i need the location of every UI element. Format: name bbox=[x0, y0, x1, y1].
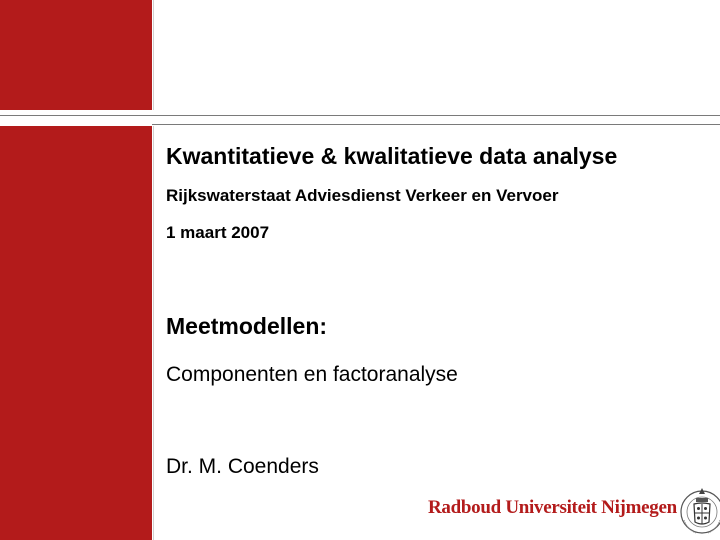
red-sidebar-bottom bbox=[0, 126, 152, 540]
divider-horizontal-bottom bbox=[152, 124, 720, 125]
divider-horizontal-top bbox=[0, 115, 720, 116]
author-name: Dr. M. Coenders bbox=[166, 455, 319, 478]
presentation-date: 1 maart 2007 bbox=[166, 223, 270, 242]
organization-name: Rijkswaterstaat Adviesdienst Verkeer en Vervoer bbox=[166, 186, 559, 205]
slide-title: Kwantitatieve & kwalitatieve data analyse bbox=[166, 143, 618, 169]
divider-vertical-bottom bbox=[153, 126, 154, 540]
university-logo-text: Radboud Universiteit Nijmegen bbox=[428, 497, 677, 518]
section-heading: Meetmodellen: bbox=[166, 313, 328, 339]
radboud-seal-icon bbox=[672, 478, 720, 540]
divider-vertical-top bbox=[153, 0, 154, 110]
red-sidebar-top bbox=[0, 0, 152, 110]
section-subheading: Componenten en factoranalyse bbox=[166, 363, 458, 386]
